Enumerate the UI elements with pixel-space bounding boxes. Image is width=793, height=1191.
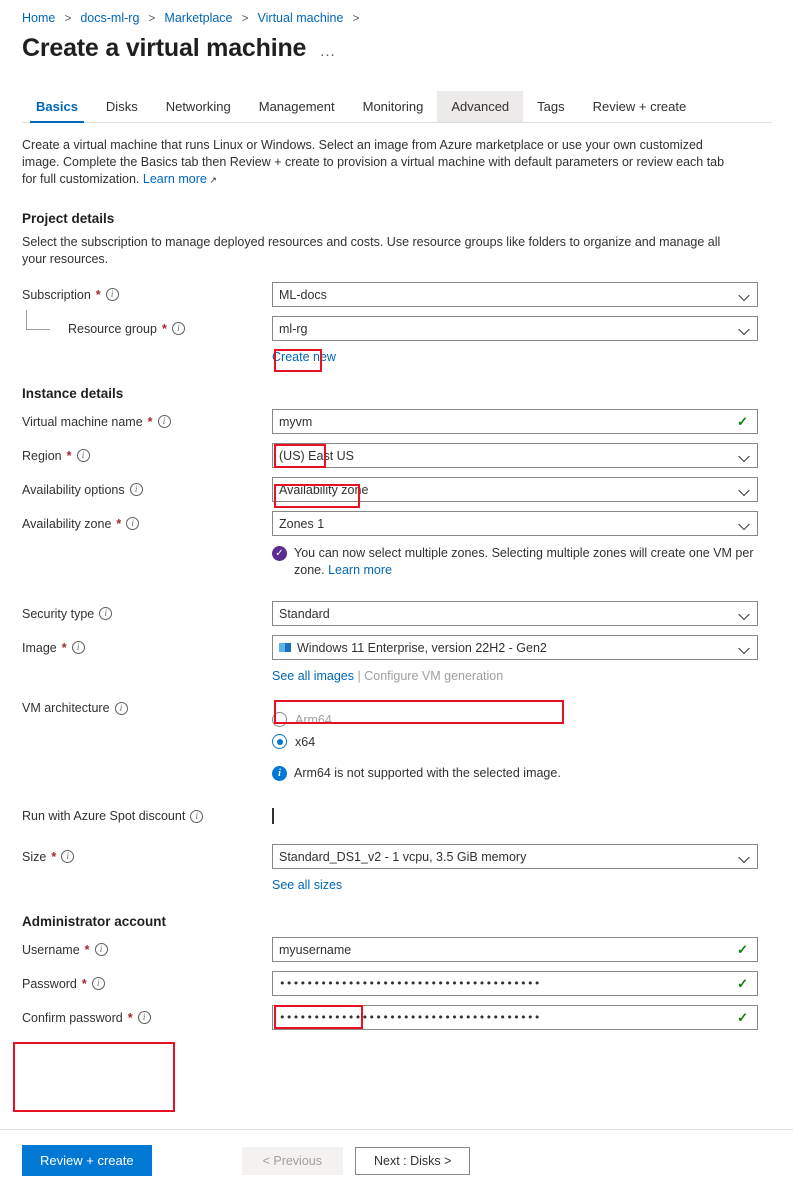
image-dropdown[interactable] [272,635,758,660]
vm-architecture-option-arm64[interactable] [272,712,771,727]
tab-management[interactable]: Management [258,99,335,114]
chevron-down-icon [740,852,749,861]
subscription-label-text: Subscription [22,287,91,302]
confirm-password-input[interactable] [272,1005,758,1030]
spot-discount-row [22,804,771,828]
intro-text: Create a virtual machine that runs Linux or Windows. Select an image from Azure marketplace or use your own customized image. Complete the Basics tab then Review + create to provision a virtual machine with default parameters or review each tab for full customization. [22,138,725,186]
radio-x64-label: x64 [295,734,316,749]
size-row [22,844,771,869]
resource-group-row [22,316,771,341]
chevron-down-icon [740,451,749,460]
info-icon[interactable]: i [95,943,108,956]
info-icon[interactable]: i [92,977,105,990]
password-label-text: Password [22,976,77,991]
see-all-images-link[interactable]: See all images [272,669,354,683]
info-icon[interactable]: i [126,517,139,530]
availability-zone-label [22,517,272,531]
project-details-heading: Project details [22,211,115,226]
region-label [22,449,272,463]
external-link-icon: ↗ [206,175,217,185]
chevron-down-icon [740,519,749,528]
security-type-label-text: Security type [22,606,95,621]
tab-disks[interactable]: Disks [105,99,138,114]
confirm-password-value: •••••••••••••••••••••••••••••••••••••• [279,1011,541,1024]
confirm-password-label [22,1011,272,1025]
chevron-down-icon [740,643,749,652]
tab-advanced[interactable]: Advanced [437,91,523,122]
password-input[interactable] [272,971,758,996]
vm-architecture-label-text: VM architecture [22,701,110,715]
info-icon[interactable]: i [99,607,112,620]
image-row [22,635,771,660]
resource-group-value: ml-rg [279,321,308,336]
breadcrumb-item-virtual-machine[interactable]: Virtual machine [257,11,344,25]
username-label [22,943,272,957]
breadcrumb-item-docs-ml-rg[interactable]: docs-ml-rg [80,11,140,25]
info-icon[interactable]: i [138,1011,151,1024]
tree-connector [26,310,50,330]
chevron-down-icon [740,609,749,618]
info-circle-icon: i [272,766,287,781]
create-new-resource-group-link[interactable]: Create new [272,350,336,364]
breadcrumb-item-home[interactable]: Home [22,11,56,25]
vm-architecture-note [272,765,758,782]
footer-bar [0,1129,793,1191]
administrator-account-heading: Administrator account [22,914,167,929]
resource-group-field [272,316,758,341]
image-thumbnail-icon [279,643,291,652]
project-details-description: Select the subscription to manage deployed resources and costs. Use resource groups like folders to organize and manage all your resources. [22,235,721,266]
size-dropdown[interactable] [272,844,758,869]
availability-zone-value: Zones 1 [279,516,325,531]
username-row [22,937,771,962]
next-disks-button[interactable]: Next : Disks > [355,1147,470,1175]
link-divider: | [357,669,365,683]
valid-check-icon: ✓ [737,413,748,429]
spot-discount-field [272,809,758,823]
intro-paragraph [22,137,742,189]
previous-button: < Previous [242,1147,343,1175]
security-type-field [272,601,758,626]
password-field [272,971,758,996]
radio-x64-icon[interactable] [272,734,287,749]
availability-options-field [272,477,758,502]
tab-networking[interactable]: Networking [165,99,231,114]
breadcrumb-separator: > [148,11,156,25]
image-links-row [272,669,771,683]
availability-zone-note [272,545,758,579]
valid-check-icon: ✓ [737,1009,748,1025]
region-field [272,443,758,468]
valid-check-icon: ✓ [737,941,748,957]
configure-vm-generation-link[interactable]: Configure VM generation [364,669,504,683]
tab-basics[interactable]: Basics [22,91,92,122]
breadcrumb [0,0,793,28]
availability-zone-note-body: You can now select multiple zones. Selecting multiple zones will create one VM per zone. [294,546,754,577]
vm-architecture-note-text: Arm64 is not supported with the selected image. [294,766,561,780]
required-marker: * [161,321,167,336]
required-marker: * [81,976,87,991]
required-marker: * [66,448,72,463]
password-value: •••••••••••••••••••••••••••••••••••••• [279,977,541,990]
tab-tags[interactable]: Tags [537,99,565,114]
security-type-row [22,601,771,626]
tab-monitoring[interactable]: Monitoring [362,99,424,114]
required-marker: * [51,849,57,864]
review-create-button[interactable]: Review + create [22,1145,152,1176]
region-dropdown[interactable] [272,443,758,468]
vm-name-field [272,409,758,434]
spot-discount-label-text: Run with Azure Spot discount [22,809,186,823]
subscription-row [22,282,771,307]
security-type-dropdown[interactable] [272,601,758,626]
info-icon[interactable]: i [190,810,203,823]
availability-zone-field [272,511,758,536]
info-icon[interactable]: i [158,415,171,428]
subscription-field [272,282,758,307]
region-value: (US) East US [279,448,355,463]
image-value: Windows 11 Enterprise, version 22H2 - Gen2 [297,640,547,655]
vm-name-label-text: Virtual machine name [22,414,143,429]
required-marker: * [95,287,101,302]
security-type-label [22,607,272,621]
subscription-label [22,288,272,302]
valid-check-icon: ✓ [737,975,748,991]
vm-name-row [22,409,771,434]
availability-zone-note-text [294,545,758,579]
size-label-text: Size [22,849,47,864]
info-icon[interactable]: i [106,288,119,301]
see-all-sizes-row [272,878,771,892]
availability-zone-dropdown[interactable] [272,511,758,536]
vm-architecture-option-x64[interactable] [272,734,771,749]
region-label-text: Region [22,448,62,463]
required-marker: * [84,942,90,957]
size-field [272,844,758,869]
spot-discount-checkbox[interactable] [272,808,274,824]
username-input[interactable] [272,937,758,962]
info-icon[interactable]: i [115,702,128,715]
chevron-down-icon [740,324,749,333]
subscription-value: ML-docs [279,287,327,302]
breadcrumb-separator: > [64,11,72,25]
info-icon[interactable]: i [61,850,74,863]
username-label-text: Username [22,942,80,957]
region-row [22,443,771,468]
username-field [272,937,758,962]
check-circle-icon: ✓ [272,546,287,561]
breadcrumb-item-marketplace[interactable]: Marketplace [164,11,233,25]
chevron-down-icon [740,485,749,494]
availability-options-value: Availability zone [279,482,369,497]
availability-zone-label-text: Availability zone [22,516,112,531]
availability-options-row [22,477,771,502]
availability-options-label-text: Availability options [22,482,125,497]
title-row [0,28,793,63]
size-value: Standard_DS1_v2 - 1 vcpu, 3.5 GiB memory [279,849,527,864]
create-new-rg-row [272,350,771,364]
more-options-button[interactable]: ... [320,43,336,60]
vm-name-value: myvm [279,414,313,429]
availability-options-dropdown[interactable] [272,477,758,502]
size-label [22,850,272,864]
info-icon[interactable]: i [72,641,85,654]
info-icon[interactable]: i [172,322,185,335]
form-content [0,123,793,1030]
vm-name-label [22,415,272,429]
confirm-password-row [22,1005,771,1030]
radio-arm64-icon[interactable] [272,712,287,727]
tab-bar [22,91,772,123]
info-icon[interactable]: i [130,483,143,496]
password-row [22,971,771,996]
required-marker: * [147,414,153,429]
resource-group-label-text: Resource group [68,321,157,336]
intro-learn-more-link[interactable]: Learn more [142,172,207,186]
subscription-dropdown[interactable] [272,282,758,307]
required-marker: * [127,1010,133,1025]
image-label-text: Image [22,640,57,655]
image-field [272,635,758,660]
confirm-password-label-text: Confirm password [22,1010,123,1025]
image-label [22,641,272,655]
availability-zone-learn-more-link[interactable]: Learn more [328,563,393,577]
resource-group-dropdown[interactable] [272,316,758,341]
required-marker: * [61,640,67,655]
availability-options-label [22,483,272,497]
info-icon[interactable]: i [77,449,90,462]
instance-details-heading: Instance details [22,386,124,401]
username-value: myusername [279,942,352,957]
page-title: Create a virtual machine [22,34,307,62]
vm-name-input[interactable] [272,409,758,434]
breadcrumb-separator: > [352,11,360,25]
required-marker: * [116,516,122,531]
resource-group-label [22,322,272,336]
radio-arm64-label: Arm64 [295,712,332,727]
confirm-password-field [272,1005,758,1030]
vm-architecture-label [22,701,272,715]
security-type-value: Standard [279,606,330,621]
tab-review-create[interactable]: Review + create [592,99,687,114]
annotation-password-fields [13,1042,175,1112]
see-all-sizes-link[interactable]: See all sizes [272,878,343,892]
spot-discount-label [22,809,272,823]
availability-zone-row [22,511,771,536]
password-label [22,977,272,991]
chevron-down-icon [740,290,749,299]
breadcrumb-separator: > [241,11,249,25]
